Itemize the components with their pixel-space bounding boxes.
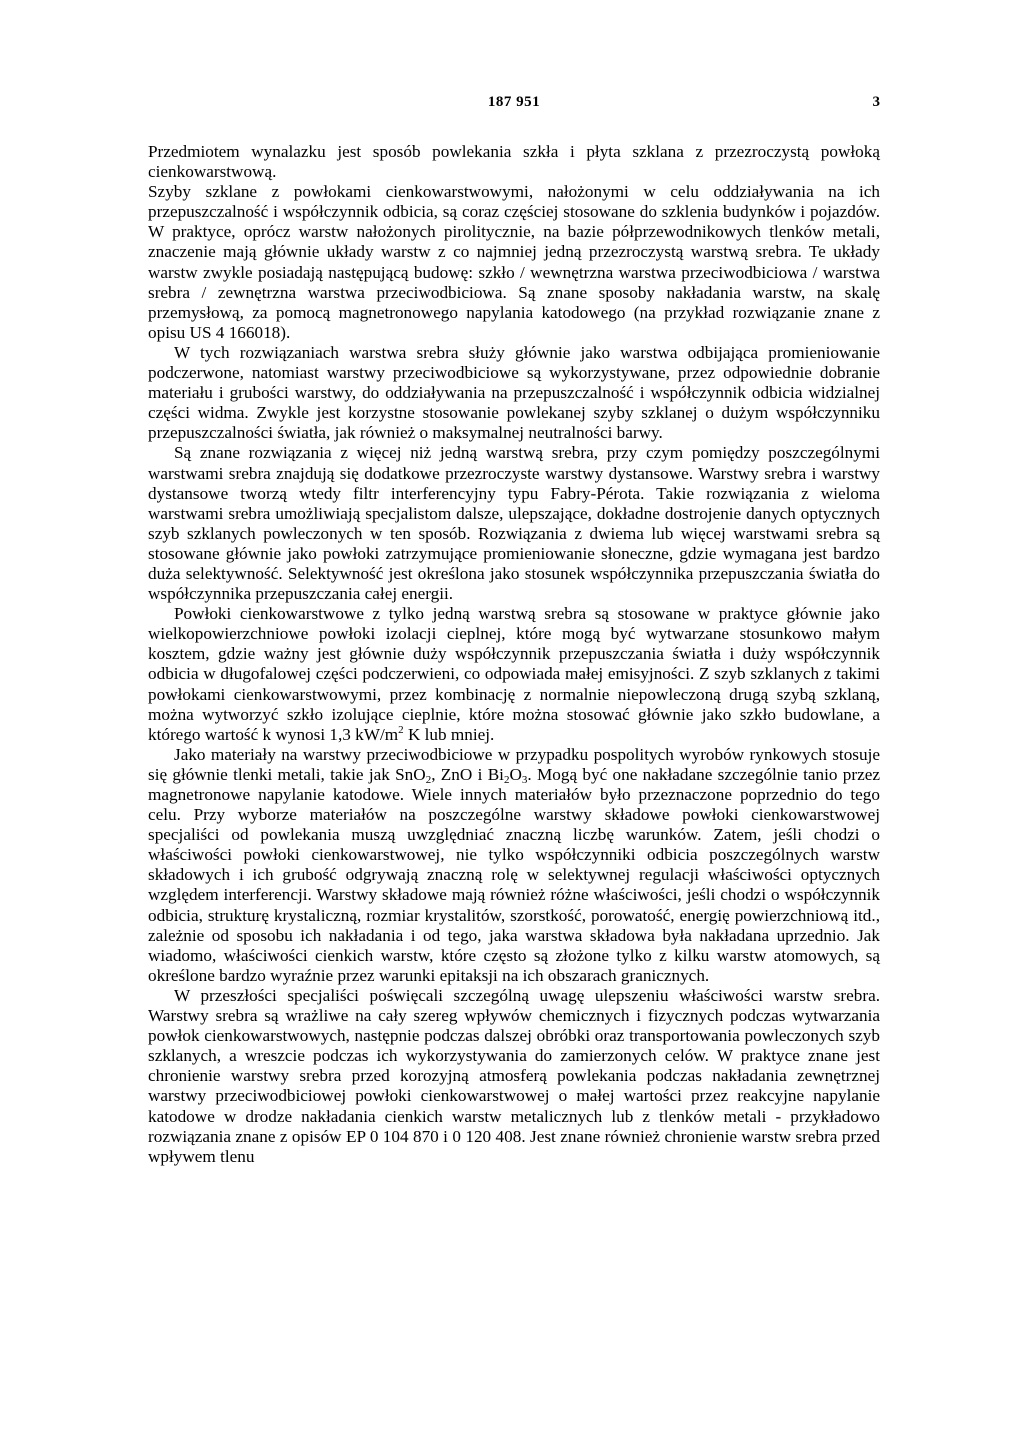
paragraph-7: W przeszłości specjaliści poświęcali szczególną uwagę ulepszeniu właściwości warstw srebra. Warstwy srebra są wrażliwe na cały szereg wpływów chemicznych i fizycznych podczas wytwarzania powłok cienkowarstwowych, następnie podczas dalszej obróbki oraz transportowania powleczonych szyb szklanych, a wreszcie podczas ich wykorzystywania do zamierzonych celów. W praktyce znane jest chronienie warstwy srebra przed korozyjną atmosferą powlekania podczas nakładania zewnętrznej warstwy przeciwodbiciowej powłoki cienkowarstwowej o małej wartości przez reakcyjne napylanie katodowe w drodze nakładania cienkich warstw metalicznych lub z tlenków metali - przykładowo rozwiązania znane z opisów EP 0 104 870 i 0 120 408. Jest znane również chronienie warstw srebra przed wpływem tlenu (148, 985, 880, 1166)
patent-number: 187 951 (487, 94, 541, 110)
paragraph-5-tail: K lub mniej. (403, 724, 495, 744)
subscript-o3: 3 (521, 773, 528, 786)
paragraph-3: W tych rozwiązaniach warstwa srebra służy głównie jako warstwa odbijająca promieniowanie podczerwone, natomiast warstwy przeciwodbiciowe są wykorzystywane, przez odpowiednie dobranie materiału i grubości warstwy, do oddziaływania na przepuszczalność i współczynnik odbicia widzialnej części widma. Zwykle jest korzystne stosowanie powlekanej szyby szklanej o dużym współczynniku przepuszczalności światła, jak również o maksymalnej neutralności barwy. (148, 342, 880, 443)
document-body (148, 142, 880, 1167)
paragraph-6-zno: , ZnO i Bi (431, 764, 504, 784)
paragraph-2: Szyby szklane z powłokami cienkowarstwowymi, nałożonymi w celu oddziaływania na ich przepuszczalność i współczynnik odbicia, są coraz częściej stosowane do szklenia budynków i pojazdów. W praktyce, oprócz warstw nałożonych pirolitycznie, na bazie półprzewodnikowych tlenków metali, znaczenie mają głównie układy warstw z co najmniej jedną przezroczystą warstwą srebra. Te układy warstw zwykle posiadają następującą budowę: szkło / wewnętrzna warstwa przeciwodbiciowa / warstwa srebra / zewnętrzna warstwa przeciwodbiciowa. Są znane sposoby nakładania warstw, na skalę przemysłową, za pomocą magnetronowego napylania katodowego (na przykład rozwiązanie znane z opisu US 4 166018). (148, 182, 880, 342)
page-number: 3 (872, 94, 880, 110)
paragraph-1: Przedmiotem wynalazku jest sposób powlekania szkła i płyta szklana z przezroczystą powłoką cienkowarstwową. (148, 142, 880, 182)
subscript-bi2: 2 (503, 773, 510, 786)
paragraph-5-text: Powłoki cienkowarstwowe z tylko jedną warstwą srebra są stosowane w praktyce głównie jako wielkopowierzchniowe powłoki izolacji cieplnej, które mogą być wytwarzane stosunkowo małym kosztem, gdzie ważny jest głównie duży współczynnik przepuszczania światła i duży współczynnik odbicia w długofalowej części podczerwieni, co odpowiada małej emisyjności. Z szyb szklanych z takimi powłokami cienkowarstwowymi, przez kombinację z normalnie niepowleczoną drugą szybą szklaną, można wytworzyć szkło izolujące cieplnie, które można stosować głównie jako szkło budowlane, a którego wartość k wynosi 1,3 kW/m (148, 604, 880, 744)
paragraph-5 (148, 604, 880, 745)
page-header (148, 94, 880, 118)
superscript-2: 2 (398, 723, 404, 736)
paragraph-6-text: Jako materiały na warstwy przeciwodbiciowe w przypadku pospolitych wyrobów rynkowych stosuje się głównie tlenki metali, takie jak SnO (148, 744, 880, 784)
subscript-sno2: 2 (425, 773, 432, 786)
paragraph-6: Jako materiały na warstwy przeciwodbiciowe w przypadku pospolitych wyrobów rynkowych stosuje się głównie tlenki metali, takie jak SnO$_2$, ZnO i $Bi_2O_3$. Mogą być one nakładane szczególnie tanio przez magnetronowe napylanie katodowe. Wiele innych materiałów było przeznaczone poprzednio do tego celu. Przy wyborze materiałów na poszczególne warstwy składowe powłoki cienkowarstwowej specjaliści od powlekania muszą uwzględniać znaczną liczbę warunków. Zatem, jeśli chodzi o właściwości powłoki cienkowarstwowej, nie tylko współczynniki odbicia poszczególnych warstw składowych i ich grubość odgrywają znaczną rolę w selektywnej regulacji właściwości optycznych względem interferencji. Warstwy składowe mają również różne właściwości, jeśli chodzi o współczynnik odbicia, strukturę krystaliczną, rozmiar krystalitów, szorstkość, porowatość, energię powierzchniową itd., zależnie od sposobu ich nakładania i od tego, jaka warstwa składowa była nakładana uprzednio. Jak wiadomo, właściwości cienkich warstw, które często są złożone tylko z kilku warstw atomowych, są określone bardzo wyraźnie przez warunki epitaksji na ich obszarach granicznych. (148, 744, 880, 985)
paragraph-4: Są znane rozwiązania z więcej niż jedną warstwą srebra, przy czym pomiędzy poszczególnymi warstwami srebra znajdują się dodatkowe przezroczyste warstwy dystansowe. Warstwy srebra i warstwy dystansowe tworzą wtedy filtr interferencyjny typu Fabry-Pérota. Takie rozwiązania z wieloma warstwami srebra umożliwiają specjalistom dalsze, ulepszające, dokładne dostrojenie danych optycznych szyb szklanych powleczonych w ten sposób. Rozwiązania z dwiema lub więcej warstwami srebra są stosowane głównie jako powłoki zatrzymujące promieniowanie słoneczne, gdzie wymagana jest bardzo duża selektywność. Selektywność jest określona jako stosunek współczynnika przepuszczania światła do współczynnika przepuszczania całej energii. (148, 443, 880, 604)
paragraph-6-tail: . Mogą być one nakładane szczególnie tanio przez magnetronowe napylanie katodowe. Wiele innych materiałów było przeznaczone poprzednio do tego celu. Przy wyborze materiałów na poszczególne warstwy składowe powłoki cienkowarstwowej specjaliści od powlekania muszą uwzględniać znaczną liczbę warunków. Zatem, jeśli chodzi o właściwości powłoki cienkowarstwowej, nie tylko współczynniki odbicia poszczególnych warstw składowych i ich grubość odgrywają znaczną rolę w selektywnej regulacji właściwości optycznych względem interferencji. Warstwy składowe mają również różne właściwości, jeśli chodzi o współczynnik odbicia, strukturę krystaliczną, rozmiar krystalitów, szorstkość, porowatość, energię powierzchniową itd., zależnie od sposobu ich nakładania i od tego, jaka warstwa składowa była nakładana uprzednio. Jak wiadomo, właściwości cienkich warstw, które często są złożone tylko z kilku warstw atomowych, są określone bardzo wyraźnie przez warunki epitaksji na ich obszarach granicznych. (148, 764, 880, 985)
